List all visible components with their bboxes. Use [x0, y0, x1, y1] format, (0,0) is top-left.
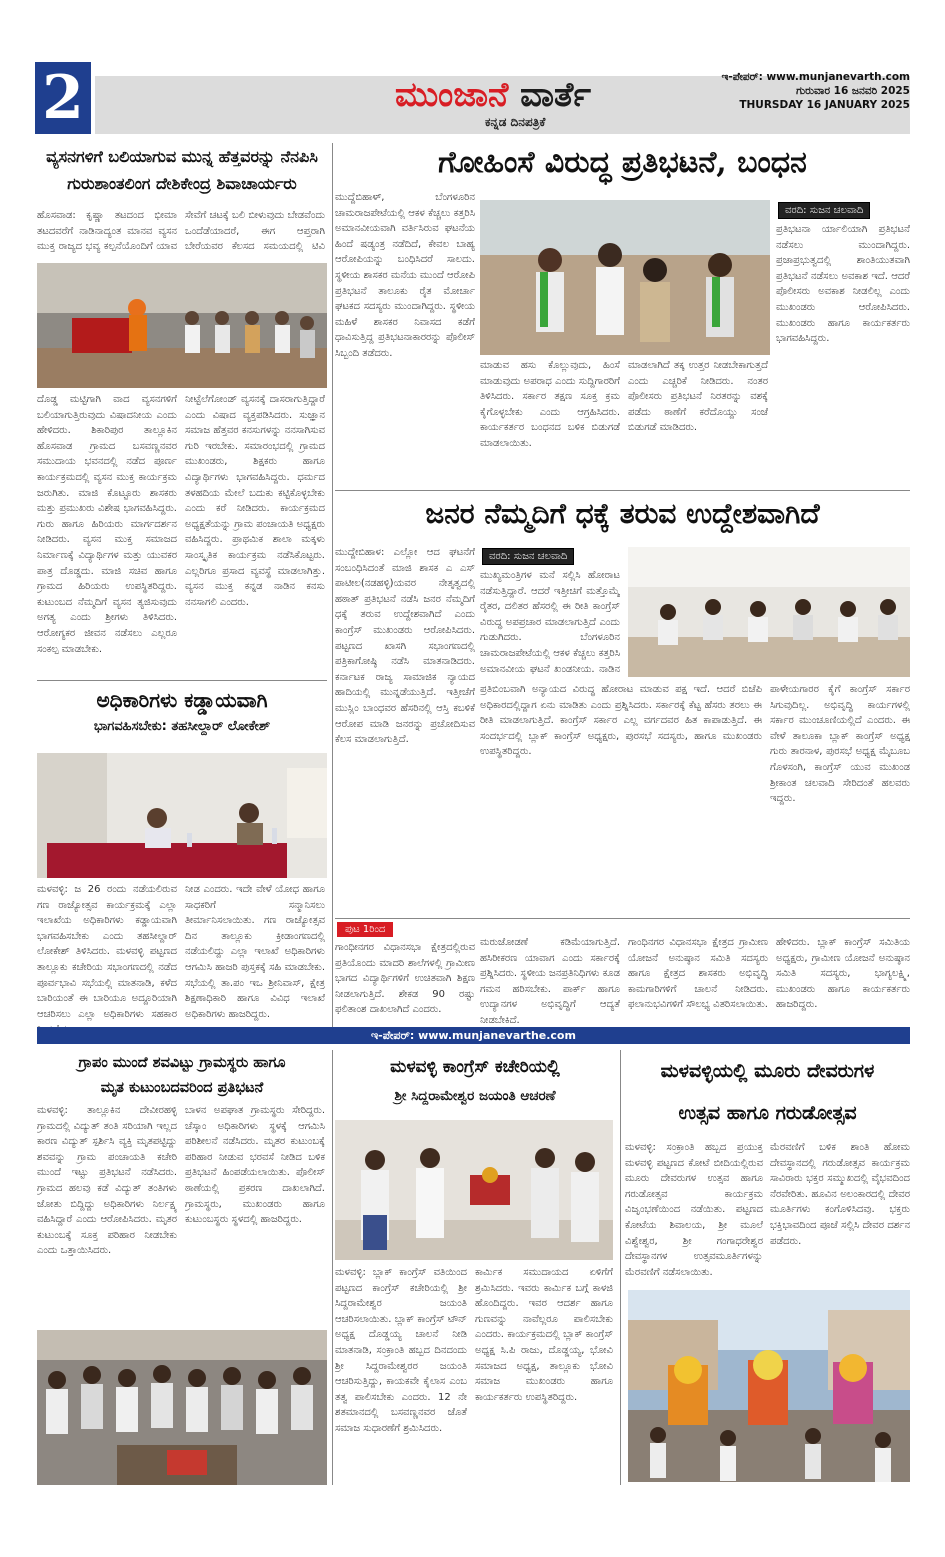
a8-photo — [628, 1290, 910, 1482]
a1-headline-line1: ವ್ಯಸನಗಳಿಗೆ ಬಲಿಯಾಗುವ ಮುನ್ನ ಹೆತ್ತವರನ್ನು ನೆನಪಿಸಿ — [46, 147, 318, 166]
masthead-subtitle: ಕನ್ನಡ ದಿನಪತ್ರಿಕೆ — [485, 115, 546, 129]
a3-col-bottom-left: ಪ್ರತಿಬಿಂಬವಾಗಿ ಅನ್ಯಾಯದ ವಿರುದ್ಧ ಹೋರಾಟ ಮಾಡುವ ಪಕ್ಷ ಇದೆ. ಆದರೆ ಬಿಜೆಪಿ ಅಧಿಕಾರದಲ್ಲಿದ್ದಾಗ ಏನು ಮಾಡಿತು ಎಂದು ಪ್ರಶ್ನಿಸಿದರು. ಸರ್ಕಾರಕ್ಕೆ ಕೆಟ್ಟ ಹೆಸರು ತರಲು ಈ ರೀತಿ ಮಾಡಲಾಗುತ್ತಿದೆ. ಕಾಂಗ್ರೆಸ್ ಸರ್ಕಾರ ಎಲ್ಲ ವರ್ಗದವರ ಹಿತ ಕಾಪಾಡುತ್ತಿದೆ. ಈ ಸಂದರ್ಭದಲ್ಲಿ ಬ್ಲಾಕ್ ಕಾಂಗ್ರೆಸ್ ಅಧ್ಯಕ್ಷರು, ಪುರಸಭೆ ಸದಸ್ಯರು, ಹಾಗೂ ಮುಖಂಡರು ಉಪಸ್ಥಿತರಿದ್ದರು. — [480, 684, 762, 758]
a3-byline: ವರದಿ: ಸುಜನ ಚಲವಾದಿ — [482, 548, 574, 565]
logo-part-black: ವಾರ್ತೆ — [520, 75, 591, 115]
a1-headline-line2: ಗುರುಶಾಂತಲಿಂಗ ದೇಶಿಕೇಂದ್ರ ಶಿವಾಚಾರ್ಯರು — [67, 174, 297, 193]
a2-byline: ವರದಿ: ಸುಜನ ಚಲವಾದಿ — [778, 202, 870, 219]
a6-col1: ಮಳವಳ್ಳಿ: ತಾಲ್ಲೂಕಿನ ದೇವೀರಹಳ್ಳಿ ಗ್ರಾಮದಲ್ಲಿ ವಿದ್ಯುತ್ ತಂತಿ ಸರಿಯಾಗಿ ಇಲ್ಲದ ಕಾರಣ ವಿದ್ಯುತ್ ಸ್ಪರ್ಶಿಸಿ ವ್ಯಕ್ತಿ ಮೃತಪಟ್ಟಿದ್ದು ಶವವನ್ನು ಗ್ರಾಮ ಪಂಚಾಯತಿ ಕಚೇರಿ ಮುಂದೆ ಇಟ್ಟು ಪ್ರತಿಭಟನೆ ನಡೆಸಿದರು. ಗ್ರಾಮದ ಹಲವು ಕಡೆ ವಿದ್ಯುತ್ ತಂತಿಗಳು ಜೋತು ಬಿದ್ದಿದ್ದು ಅಧಿಕಾರಿಗಳು ನಿರ್ಲಕ್ಷ್ಯ ವಹಿಸಿದ್ದಾರೆ ಎಂದು ಆರೋಪಿಸಿದರು. ಮೃತರ ಕುಟುಂಬಕ್ಕೆ ಸೂಕ್ತ ಪರಿಹಾರ ನೀಡಬೇಕು ಎಂದು ಒತ್ತಾಯಿಸಿದರು. — [37, 1105, 177, 1257]
a2-col-right: ಪ್ರತಿಭಟನಾ ರ್ಯಾಲಿಯಾಗಿ ಪ್ರತಿಭಟನೆ ನಡೆಸಲು ಮುಂದಾಗಿದ್ದರು. ಪ್ರಜಾಪ್ರಭುತ್ವದಲ್ಲಿ ಶಾಂತಿಯುತವಾಗಿ ಪ್ರತಿಭಟನೆ ನಡೆಸಲು ಅವಕಾಶ ಇದೆ. ಆದರೆ ಪೊಲೀಸರು ಅವಕಾಶ ನೀಡಲಿಲ್ಲ ಎಂದು ಮುಖಂಡರು ಆರೋಪಿಸಿದರು. ಮುಖಂಡರು ಹಾಗೂ ಕಾರ್ಯಕರ್ತರು ಭಾಗವಹಿಸಿದ್ದರು. — [776, 224, 910, 345]
a3-col-bottom-right: ಪಾಳೇಯಗಾರರ ಕೈಗೆ ಕಾಂಗ್ರೆಸ್ ಸರ್ಕಾರ ಸಿಗುವುದಿಲ್ಲ. ಅಭಿವೃದ್ಧಿ ಕಾರ್ಯಗಳಲ್ಲಿ ಸರ್ಕಾರ ಮುಂಚೂಣಿಯಲ್ಲಿದೆ ಎಂದರು. ಈ ವೇಳೆ ತಾಲೂಕಾ ಬ್ಲಾಕ್ ಕಾಂಗ್ರೆಸ್ ಅಧ್ಯಕ್ಷ ಗುರು ತಾರನಾಳ, ಪುರಸಭೆ ಅಧ್ಯಕ್ಷ ಮೈಬೂಬ ಗೊಳಸಂಗಿ, ಕಾಂಗ್ರೆಸ್ ಯುವ ಮುಖಂಡ ಶ್ರೀಕಾಂತ ಚಲವಾದಿ ಸೇರಿದಂತೆ ಹಲವರು ಇದ್ದರು. — [770, 684, 910, 805]
a5-col4: ಹೇಳಿದರು. ಬ್ಲಾಕ್ ಕಾಂಗ್ರೆಸ್ ಸಮಿತಿಯ ಅಧ್ಯಕ್ಷರು, ಗ್ರಾಮೀಣ ಯೋಜನೆ ಅನುಷ್ಠಾನ ಸಮಿತಿ ಸದಸ್ಯರು, ಭಾಗ್ಯಲಕ್ಷ್ಮಿ, ಮುಖಂಡರು ಹಾಗೂ ಕಾರ್ಯಕರ್ತರು ಹಾಜರಿದ್ದರು. — [776, 937, 910, 1011]
a6-col2: ಬಾಳನ ಅಪಘಾತ ಗ್ರಾಮಸ್ಥರು ಸೇರಿದ್ದರು. ಚೆಸ್ಕಾಂ ಅಧಿಕಾರಿಗಳು ಸ್ಥಳಕ್ಕೆ ಆಗಮಿಸಿ ಪರಿಶೀಲನೆ ನಡೆಸಿದರು. ಮೃತರ ಕುಟುಂಬಕ್ಕೆ ಪರಿಹಾರ ನೀಡುವ ಭರವಸೆ ನೀಡಿದ ಬಳಿಕ ಪ್ರತಿಭಟನೆ ಹಿಂಪಡೆಯಲಾಯಿತು. ಪೊಲೀಸ್ ಠಾಣೆಯಲ್ಲಿ ಪ್ರಕರಣ ದಾಖಲಾಗಿದೆ. ಗ್ರಾಮಸ್ಥರು, ಮುಖಂಡರು ಹಾಗೂ ಕುಟುಂಬಸ್ಥರು ಸ್ಥಳದಲ್ಲಿ ಹಾಜರಿದ್ದರು. — [185, 1105, 325, 1226]
a6-headline-line2: ಮೃತ ಕುಟುಂಬದವರಿಂದ ಪ್ರತಿಭಟನೆ — [100, 1079, 264, 1096]
epaper-strip-label: ಇ-ಪೇಪರ್: — [371, 1029, 415, 1042]
a2-col-left: ಮುದ್ದೆಬಿಹಾಳ್, ಬೆಂಗಳೂರಿನ ಚಾಮರಾಜಪೇಟೆಯಲ್ಲಿ ಆಕಳ ಕೆಚ್ಚಲು ಕತ್ತರಿಸಿ ಅಮಾನವೀಯವಾಗಿ ವರ್ತಿಸಿರುವ ಘಟನೆಯ ಹಿಂದೆ ಷಡ್ಯಂತ್ರ ನಡೆದಿದೆ, ಕೇವಲ ಬಾಹ್ಯ ಆರೋಪಿಯನ್ನು ಬಂಧಿಸಿದರೆ ಸಾಲದು. ಸ್ಥಳೀಯ ಶಾಸಕರ ಮನೆಯ ಮುಂದೆ ಆರೋಪಿ ಪ್ರತಿಭಟನೆ ತಾಲೂಕು ರೈತ ಮೋರ್ಚಾ ಘಟಕದ ಸದಸ್ಯರು ಮುಂದಾಗಿದ್ದರು. ಸ್ಥಳೀಯ ಮಹಿಳೆ ಶಾಸಕರ ನಿವಾಸದ ಕಡೆಗೆ ಧಾವಿಸುತ್ತಿದ್ದ ಪ್ರತಿಭಟನಾಕಾರರನ್ನು ಪೊಲೀಸ್ ಸಿಬ್ಬಂದಿ ತಡೆದರು. — [335, 192, 475, 359]
a4-col1: ಮಳವಳ್ಳಿ: ಜ 26 ರಂದು ನಡೆಯಲಿರುವ ಗಣ ರಾಜ್ಯೋತ್ಸವ ಕಾರ್ಯಕ್ರಮಕ್ಕೆ ಎಲ್ಲಾ ಇಲಾಖೆಯ ಅಧಿಕಾರಿಗಳು ಕಡ್ಡಾಯವಾಗಿ ಭಾಗವಹಿಸಬೇಕು ಎಂದು ತಹಸೀಲ್ದಾರ್ ಲೋಕೇಶ್ ತಿಳಿಸಿದರು. ಮಳವಳ್ಳಿ ಪಟ್ಟಣದ ತಾಲ್ಲೂಕು ಕಚೇರಿಯ ಸಭಾಂಗಣದಲ್ಲಿ ನಡೆದ ಪೂರ್ವಭಾವಿ ಸಭೆಯಲ್ಲಿ ಮಾತನಾಡಿ, ಕಳೆದ ಬಾರಿಯಂತೆ ಈ ಬಾರಿಯೂ ಅದ್ದೂರಿಯಾಗಿ ಆಚರಿಸಲು ಎಲ್ಲಾ ಅಧಿಕಾರಿಗಳು ಸಹಕಾರ — [37, 884, 177, 1020]
a1-col2-bottom: ನೀಟ್ಟೆಲೆಗೋಂಡ್ ವ್ಯಸನಕ್ಕೆ ದಾಸರಾಗುತ್ತಿದ್ದಾರೆ ಎಂದು ವಿಷಾದ ವ್ಯಕ್ತಪಡಿಸಿದರು. ಸುಜ್ಞಾನ ಸಮಾಜ ಹೆತ್ತವರ ಕನಸುಗಳನ್ನು ನನಸಾಗಿಸುವ ಗುರಿ ಇರಬೇಕು. ಸಮಾರಂಭದಲ್ಲಿ ಗ್ರಾಮದ ಮುಖಂಡರು, ಶಿಕ್ಷಕರು ಹಾಗೂ ವಿದ್ಯಾರ್ಥಿಗಳು ಭಾಗವಹಿಸಿದ್ದರು. ಧರ್ಮದ ತಳಹದಿಯ ಮೇಲೆ ಬದುಕು ಕಟ್ಟಿಕೊಳ್ಳಬೇಕು ಎಂದು ಕರೆ ನೀಡಿದರು. ಕಾರ್ಯಕ್ರಮದ ಅಧ್ಯಕ್ಷತೆಯನ್ನು ಗ್ರಾಮ ಪಂಚಾಯತಿ ಅಧ್ಯಕ್ಷರು ವಹಿಸಿದ್ದರು. ಪ್ರಾಥಮಿಕ ಶಾಲಾ ಮಕ್ಕಳು ಸಾಂಸ್ಕೃತಿಕ ಕಾರ್ಯಕ್ರಮ ನಡೆಸಿಕೊಟ್ಟರು. ಎಲ್ಲರಿಗೂ ಪ್ರಸಾದ ವ್ಯವಸ್ಥೆ ಮಾಡಲಾಗಿತ್ತು. ವ್ಯಸನ ಮುಕ್ತ ಕನ್ನಡ ನಾಡಿನ ಕನಸು ನನಸಾಗಲಿ ಎಂದರು. — [185, 394, 325, 608]
a3-photo — [628, 547, 910, 677]
epaper-url[interactable]: www.munjanevarth.com — [766, 71, 910, 83]
a3-col-mid: ಮುಖ್ಯಮಂತ್ರಿಗಳ ಮನೆ ಸಲ್ಲಿಸಿ ಹೋರಾಟ ನಡೆಸುತ್ತಿದ್ದಾರೆ. ಆದರೆ ಇತ್ತೀಚಿಗೆ ಮತ್ತೊಮ್ಮೆ ರೈತರ, ದಲಿತರ ಹೆಸರಲ್ಲಿ ಈ ರೀತಿ ಕಾಂಗ್ರೆಸ್ ವಿರುದ್ಧ ಅಪಪ್ರಚಾರ ಮಾಡಲಾಗುತ್ತಿದೆ ಎಂದು ಗುಡುಗಿದರು. ಬೆಂಗಳೂರಿನ ಚಾಮರಾಜಪೇಟೆಯಲ್ಲಿ ಆಕಳ ಕೆಚ್ಚಲು ಕತ್ತರಿಸಿ ಅಮಾನವೀಯ ಘಟನೆ ಖಂಡನೀಯ. ನಾಡಿನ — [480, 570, 620, 675]
a1-headline — [37, 143, 327, 197]
a7-photo — [335, 1120, 613, 1260]
epaper-strip-url[interactable]: www.munjanevarthe.com — [418, 1029, 576, 1042]
a3-col-left: ಮುದ್ದೇಬಿಹಾಳ: ಎಲ್ಲೋ ಆದ ಘಟನೆಗೆ ಸಂಬಂಧಿಸಿದಂತೆ ಮಾಜಿ ಶಾಸಕ ಎ ಎಸ್ ಪಾಟೀಲ(ನಡಹಳ್ಳಿ)ಯವರ ನೇತೃತ್ವದಲ್ಲಿ ಹಠಾತ್ ಪ್ರತಿಭಟನೆ ನಡೆಸಿ ಜನರ ನೆಮ್ಮದಿಗೆ ಧಕ್ಕೆ ತರುವ ಉದ್ದೇಶವಾಗಿದೆ ಎಂದು ಕಾಂಗ್ರೆಸ್ ಮುಖಂಡರು ಆರೋಪಿಸಿದರು. ಪಟ್ಟಣದ ಖಾಸಗಿ ಸಭಾಂಗಣದಲ್ಲಿ ಪತ್ರಿಕಾಗೋಷ್ಠಿ ನಡೆಸಿ ಮಾತನಾಡಿದರು. ಕರ್ನಾಟಕ ರಾಜ್ಯ ಸಾಮಾಜಿಕ ನ್ಯಾಯದ ಹಾದಿಯಲ್ಲಿ ಮುನ್ನಡೆಯುತ್ತಿದೆ. ಇತ್ತೀಚೆಗೆ ಮುಸ್ಲಿಂ ಬಾಂಧವರ ಹೆಸರಿನಲ್ಲಿ ಆಸ್ತಿ ಕಬಳಿಕೆ ಆರೋಪ ಮಾಡಿ ಜನರನ್ನು ಪ್ರಚೋದಿಸುವ ಕೆಲಸ ಮಾಡಲಾಗುತ್ತಿದೆ. — [335, 547, 475, 746]
a6-headline — [37, 1050, 327, 1100]
epaper-label: ಇ-ಪೇಪರ್: — [721, 71, 763, 83]
date-english: THURSDAY 16 JANUARY 2025 — [739, 99, 910, 111]
a8-col2: ಮೆರವಣಿಗೆ ಬಳಿಕ ಶಾಂತಿ ಹೋಮ ದೇವಸ್ಥಾನದಲ್ಲಿ ಗರುಡೋತ್ಸವ ಕಾರ್ಯಕ್ರಮ ಸಾವಿರಾರು ಭಕ್ತರ ಸಮ್ಮುಖದಲ್ಲಿ ವೈಭವದಿಂದ ನೆರವೇರಿತು. ಹೂವಿನ ಅಲಂಕಾರದಲ್ಲಿ ದೇವರ ಮೂರ್ತಿಗಳು ಕಂಗೊಳಿಸಿದವು. ಭಕ್ತರು ಭಕ್ತಿಭಾವದಿಂದ ಪೂಜೆ ಸಲ್ಲಿಸಿ ದೇವರ ದರ್ಶನ ಪಡೆದರು. — [770, 1142, 910, 1247]
a2-headline: ಗೋಹಿಂಸೆ ವಿರುದ್ಧ ಪ್ರತಿಭಟನೆ, ಬಂಧನ — [438, 145, 807, 180]
date-kannada: ಗುರುವಾರ 16 ಜನವರಿ 2025 — [796, 85, 910, 97]
a5-col3: ಗಾಂಧಿನಗರ ವಿಧಾನಸಭಾ ಕ್ಷೇತ್ರದ ಗ್ರಾಮೀಣ ಯೋಜನೆ ಅನುಷ್ಠಾನ ಸಮಿತಿ ಸದಸ್ಯರು ಹಾಗೂ ಕ್ಷೇತ್ರದ ಶಾಸಕರು ಅಭಿವೃದ್ಧಿ ಕಾಮಗಾರಿಗಳಿಗೆ ಚಾಲನೆ ನೀಡಿದರು. ಫಲಾನುಭವಿಗಳಿಗೆ ಸೌಲಭ್ಯ ವಿತರಿಸಲಾಯಿತು. — [628, 937, 768, 1011]
a6-photo — [37, 1330, 327, 1485]
page-number-box: 2 — [35, 62, 91, 134]
a7-headline-line2: ಶ್ರೀ ಸಿದ್ದರಾಮೇಶ್ವರ ಜಯಂತಿ ಆಚರಣೆ — [394, 1088, 556, 1104]
a5-col2: ಮರುಜೋಡಣೆ ಕಡಿಮೆಯಾಗುತ್ತಿದೆ. ಹಸಿರೀಕರಣ ಯಾವಾಗ ಎಂದು ಸರ್ಕಾರಕ್ಕೆ ಪ್ರಶ್ನಿಸಿದರು. ಸ್ಥಳೀಯ ಜನಪ್ರತಿನಿಧಿಗಳು ಕೂಡ ಗಮನ ಹರಿಸಬೇಕು. ಪಾರ್ಕ್ ಹಾಗೂ ಉದ್ಯಾನಗಳ ಅಭಿವೃದ್ಧಿಗೆ ಆದ್ಯತೆ ನೀಡಬೇಕಿದೆ. — [480, 937, 620, 1026]
a8-col1: ಮಳವಳ್ಳಿ: ಸಂಕ್ರಾಂತಿ ಹಬ್ಬದ ಪ್ರಯುಕ್ತ ಮಳವಳ್ಳಿ ಪಟ್ಟಣದ ಕೋಟೆ ಬೀದಿಯಲ್ಲಿರುವ ಮೂರು ದೇವರುಗಳ ಉತ್ಸವ ಹಾಗೂ ಗರುಡೋತ್ಸವ ಕಾರ್ಯಕ್ರಮ ವಿಜೃಂಭಣೆಯಿಂದ ನಡೆಯಿತು. ಪಟ್ಟಣದ ಕೋಟೆಯ ಶಿವಾಲಯ, ಶ್ರೀ ಮೂಲೆ ವಿಶ್ವೇಶ್ವರ, ಶ್ರೀ ಗಂಗಾಧರೇಶ್ವರ ದೇವಸ್ಥಾನಗಳ ಉತ್ಸವಮೂರ್ತಿಗಳನ್ನು ಮೆರವಣಿಗೆ ನಡೆಸಲಾಯಿತು. — [625, 1142, 763, 1278]
a5-tag: ಪುಟ 1ರಿಂದ — [337, 922, 393, 937]
a4-col2: ನೀಡ ಎಂದರು. ಇದೇ ವೇಳೆ ಯೋಧ ಹಾಗೂ ಸಾಧಕರಿಗೆ ಸನ್ಮಾನಿಸಲು ತೀರ್ಮಾನಿಸಲಾಯಿತು. ಗಣ ರಾಜ್ಯೋತ್ಸವ ದಿನ ತಾಲ್ಲೂಕು ಕ್ರೀಡಾಂಗಣದಲ್ಲಿ ನಡೆಯಲಿದ್ದು ಎಲ್ಲಾ ಇಲಾಖೆ ಅಧಿಕಾರಿಗಳು ಆಗಮಿಸಿ ಹಾಜರಿ ಪುಸ್ತಕಕ್ಕೆ ಸಹಿ ಮಾಡಬೇಕು. ಸಭೆಯಲ್ಲಿ ತಾ.ಪಂ ಇಒ ಶ್ರೀನಿವಾಸ್, ಕ್ಷೇತ್ರ ಶಿಕ್ಷಣಾಧಿಕಾರಿ ಹಾಗೂ ವಿವಿಧ ಇಲಾಖೆ ಅಧಿಕಾರಿಗಳು ಹಾಜರಿದ್ದರು. — [185, 884, 325, 1020]
a3-headline: ಜನರ ನೆಮ್ಮದಿಗೆ ಧಕ್ಕೆ ತರುವ ಉದ್ದೇಶವಾಗಿದೆ — [425, 497, 820, 530]
a1-col2-top: ಸೇವೆಗೆ ಚಟಕ್ಕೆ ಬಲಿ ಬೀಳುವುದು ಬೇಡವೆಂದು ಒಂದೆಡೆಯಾದರೆ, ಈಗ ಆಪ್ತರಾಗಿ ಬೇರೆಯವರ ಕೆಲಸದ ಸಮಯದಲ್ಲಿ ಟಿವಿ — [185, 210, 325, 253]
a8-headline — [625, 1050, 910, 1134]
a4-photo — [37, 753, 327, 878]
a4-headline-line2: ಭಾಗವಹಿಸಬೇಕು: ತಹಸೀಲ್ದಾರ್ ಲೋಕೇಶ್ — [93, 719, 271, 734]
epaper-strip — [37, 1027, 910, 1044]
a2-photo — [480, 200, 770, 355]
a6-headline-line1: ಗ್ರಾಪಂ ಮುಂದೆ ಶವವಿಟ್ಟು ಗ್ರಾಮಸ್ಥರು ಹಾಗೂ — [78, 1054, 286, 1071]
masthead — [35, 62, 910, 137]
a4-headline — [37, 684, 327, 738]
a1-photo — [37, 263, 327, 388]
a7-headline — [335, 1050, 615, 1108]
masthead-right — [682, 70, 910, 112]
a2-col-mid2: ಮಾಡಲಾಗಿದೆ ತಕ್ಕ ಉತ್ತರ ನೀಡಬೇಕಾಗುತ್ತದೆ ಎಂದು ಎಚ್ಚರಿಕೆ ನೀಡಿದರು. ನಂತರ ಪೊಲೀಸರು ಪ್ರತಿಭಟನೆ ನಿರತರನ್ನು ವಶಕ್ಕೆ ಪಡೆದು ಠಾಣೆಗೆ ಕರೆದೊಯ್ದು ಸಂಜೆ ಬಿಡುಗಡೆ ಮಾಡಿದರು. — [628, 360, 768, 434]
a7-headline-line1: ಮಳವಳ್ಳಿ ಕಾಂಗ್ರೆಸ್ ಕಚೇರಿಯಲ್ಲಿ — [390, 1057, 560, 1077]
a2-col-mid: ಮಾಡುವ ಹಸು ಕೊಲ್ಲುವುದು, ಹಿಂಸೆ ಮಾಡುವುದು ಅಪರಾಧ ಎಂದು ಸುದ್ದಿಗಾರರಿಗೆ ತಿಳಿಸಿದರು. ಸರ್ಕಾರ ತಕ್ಷಣ ಸೂಕ್ತ ಕ್ರಮ ಕೈಗೊಳ್ಳಬೇಕು ಎಂದು ಆಗ್ರಹಿಸಿದರು. ಕಾರ್ಯಕರ್ತರ ಬಂಧನದ ಬಳಿಕ ಬಿಡುಗಡೆ ಮಾಡಲಾಯಿತು. — [480, 360, 620, 449]
a4-headline-line1: ಅಧಿಕಾರಿಗಳು ಕಡ್ಡಾಯವಾಗಿ — [96, 688, 268, 712]
a1-col1-bottom: ದೊಡ್ಡ ಮಟ್ಟಿಗಾಗಿ ವಾದ ವ್ಯಸನಗಳಿಗೆ ಬಲಿಯಾಗುತ್ತಿರುವುದು ವಿಷಾದನೀಯ ಎಂದು ಹೇಳಿದರು. ಶಿಕಾರಿಪುರ ತಾಲ್ಲೂಕಿನ ಹೊಸವಾಡ ಗ್ರಾಮದ ಬಸವಣ್ಣನವರ ಸಮುದಾಯ ಭವನದಲ್ಲಿ ನಡೆದ ಪೂರ್ಣ ಕಾರ್ಯಕ್ರಮದಲ್ಲಿ ವ್ಯಸನ ಮುಕ್ತ ಕಾರ್ಯಕ್ರಮ ಜರುಗಿತು. ಮಾಜಿ ಕೊಟ್ಟೂರು ಶಾಸಕರು ಮತ್ತು ಪ್ರಮುಖರು ವಿಶೇಷ ಭಾಗವಹಿಸಿದ್ದರು. ಗುರು ಹಾಗೂ ಹಿರಿಯರು ಮಾರ್ಗದರ್ಶನ ನೀಡಿದರು. ವ್ಯಸನ ಮುಕ್ತ ಸಮಾಜದ ನಿರ್ಮಾಣಕ್ಕೆ ವಿದ್ಯಾರ್ಥಿಗಳ ಮತ್ತು ಯುವಕರ ಪಾತ್ರ ದೊಡ್ಡದು. ಮಾಜಿ ಸಚಿವ ಹಾಗೂ ಗ್ರಾಮದ ಹಿರಿಯರು ಉಪಸ್ಥಿತರಿದ್ದರು. ಕುಟುಂಬದ ನೆಮ್ಮದಿಗೆ ವ್ಯಸನ ತ್ಯಜಿಸುವುದು ಅಗತ್ಯ ಎಂದು ಶ್ರೀಗಳು ತಿಳಿಸಿದರು. ಆರೋಗ್ಯಕರ ಜೀವನ ನಡೆಸಲು ಎಲ್ಲರೂ ಸಂಕಲ್ಪ ಮಾಡಬೇಕು. — [37, 394, 177, 655]
a5-col1: ಗಾಂಧೀನಗರ ವಿಧಾನಸಭಾ ಕ್ಷೇತ್ರದಲ್ಲಿರುವ ಪ್ರತಿಯೊಂದು ಮಾದರಿ ಶಾಲೆಗಳಲ್ಲಿ ಗ್ರಾಮೀಣ ಭಾಗದ ವಿದ್ಯಾರ್ಥಿಗಳಿಗೆ ಉಚಿತವಾಗಿ ಶಿಕ್ಷಣ ನೀಡಲಾಗುತ್ತಿದೆ. ಶೇಕಡ 90 ರಷ್ಟು ಫಲಿತಾಂಶ ದಾಖಲಾಗಿದೆ ಎಂದರು. — [335, 942, 475, 1016]
a1-col1-top: ಹೊಸವಾಡ: ಕೃಷ್ಣಾ ತಟದಂದ ಭೀಮಾ ತಟದವರೆಗೆ ನಾಡಿನಾದ್ಯಂತ ಮಾನವ ವ್ಯಸನ ಮುಕ್ತ ರಾಜ್ಯದ ಭವ್ಯ ಕಲ್ಪನೆಯೊಂದಿಗೆ ಯಾವ — [37, 210, 177, 253]
a7-col1: ಮಳವಳ್ಳಿ: ಬ್ಲಾಕ್ ಕಾಂಗ್ರೆಸ್ ವತಿಯಿಂದ ಪಟ್ಟಣದ ಕಾಂಗ್ರೆಸ್ ಕಚೇರಿಯಲ್ಲಿ ಶ್ರೀ ಸಿದ್ದರಾಮೇಶ್ವರ ಜಯಂತಿ ಆಚರಿಸಲಾಯಿತು. ಬ್ಲಾಕ್ ಕಾಂಗ್ರೆಸ್ ಟೌನ್ ಅಧ್ಯಕ್ಷ ದೊಡ್ಡಯ್ಯ ಚಾಲನೆ ನೀಡಿ ಮಾತನಾಡಿ, ಸಂಕ್ರಾಂತಿ ಹಬ್ಬದ ದಿನದಂದು ಶ್ರೀ ಸಿದ್ದರಾಮೇಶ್ವರರ ಜಯಂತಿ ಆಚರಿಸುತ್ತಿದ್ದು, ಕಾಯಕವೇ ಕೈಲಾಸ ಎಂಬ ತತ್ವ ಪಾಲಿಸಬೇಕು ಎಂದರು. 12 ನೇ ಶತಮಾನದಲ್ಲಿ ಬಸವಣ್ಣನವರ ಜೊತೆ ಸಮಾಜ ಸುಧಾರಣೆಗೆ ಶ್ರಮಿಸಿದರು. — [335, 1267, 467, 1434]
logo-part-red: ಮುಂಜಾನೆ — [395, 75, 509, 115]
a7-col2: ಕಾರ್ಮಿಕ ಸಮುದಾಯದ ಏಳಿಗೆಗೆ ಶ್ರಮಿಸಿದರು. ಇವರು ಕಾರ್ಮಿಕ ಬಗ್ಗೆ ಕಾಳಜಿ ಹೊಂದಿದ್ದರು. ಇವರ ಆದರ್ಶ ಹಾಗೂ ಗುಣವನ್ನು ನಾವೆಲ್ಲರೂ ಪಾಲಿಸಬೇಕು ಎಂದರು. ಕಾರ್ಯಕ್ರಮದಲ್ಲಿ ಬ್ಲಾಕ್ ಕಾಂಗ್ರೆಸ್ ಅಧ್ಯಕ್ಷ ಸಿ.ಪಿ ರಾಜು, ದೊಡ್ಡಯ್ಯ, ಭೋವಿ ಸಮಾಜದ ಅಧ್ಯಕ್ಷ, ತಾಲ್ಲೂಕು ಭೋವಿ ಸಮಾಜ ಮುಖಂಡರು ಹಾಗೂ ಕಾರ್ಯಕರ್ತರು ಉಪಸ್ಥಿತರಿದ್ದರು. — [475, 1267, 613, 1403]
masthead-logo — [395, 70, 591, 120]
a8-headline-line2: ಉತ್ಸವ ಹಾಗೂ ಗರುಡೋತ್ಸವ — [678, 1102, 857, 1124]
a8-headline-line1: ಮಳವಳ್ಳಿಯಲ್ಲಿ ಮೂರು ದೇವರುಗಳ — [660, 1060, 875, 1082]
